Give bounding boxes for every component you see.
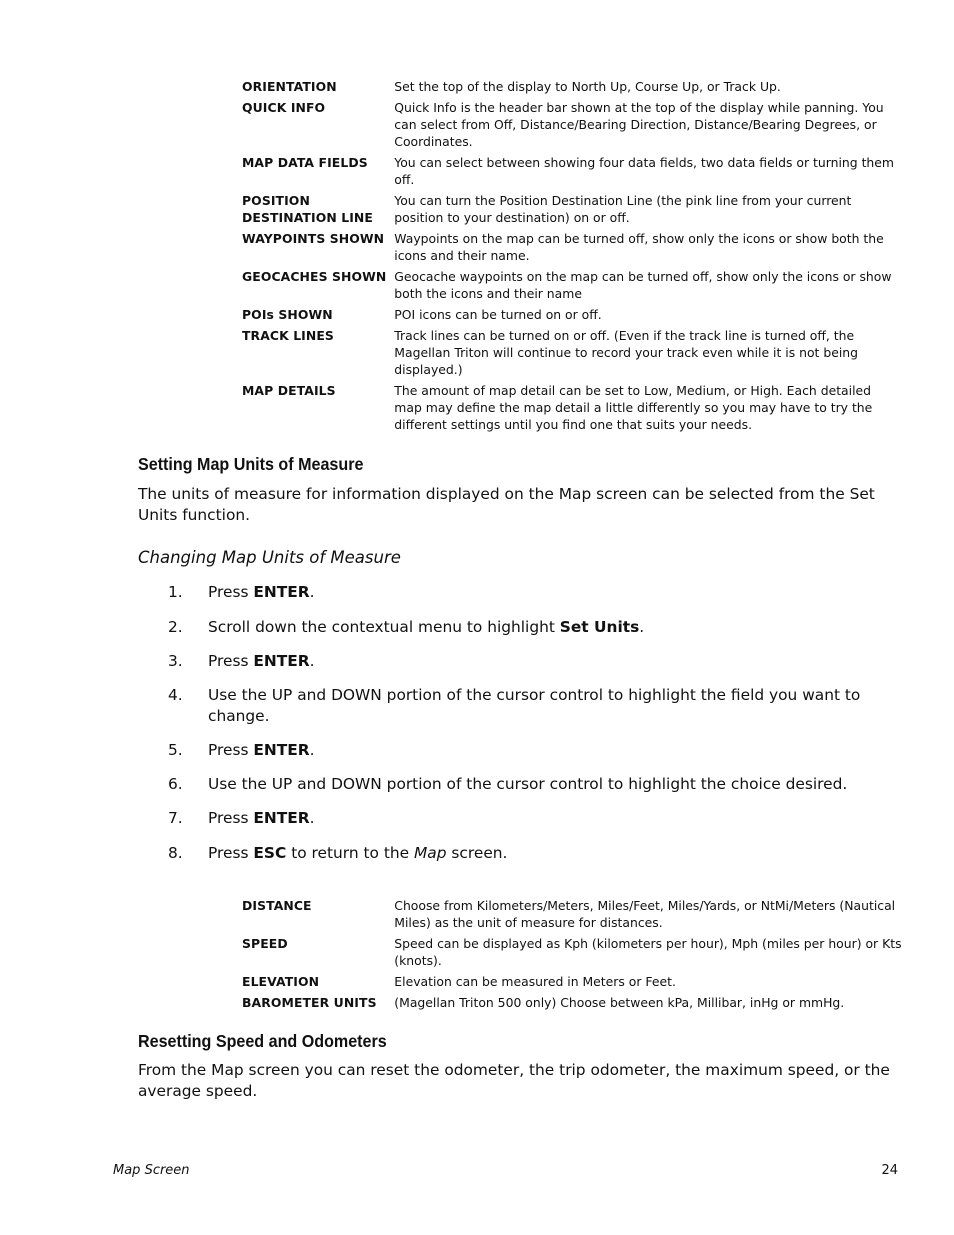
units-settings-table — [242, 897, 902, 1015]
table-row — [242, 935, 902, 973]
step-text: Scroll down the contextual menu to highlight — [208, 618, 560, 636]
step-text: Press — [208, 741, 254, 759]
step-text: . — [639, 618, 645, 636]
step-text: . — [309, 652, 315, 670]
table-row — [242, 994, 902, 1015]
table-row — [242, 897, 902, 935]
table-row — [242, 230, 902, 268]
setting-description: Choose from Kilometers/Meters, Miles/Feet, Miles/Yards, or NtMi/Meters (Nautical Miles) as the unit of measure for distances. — [394, 898, 896, 930]
step-text: Press — [208, 583, 254, 601]
step-item — [138, 685, 904, 727]
step-keyword: ENTER — [253, 583, 310, 601]
step-text: Press — [208, 844, 254, 862]
setting-term: TRACK LINES — [242, 328, 334, 343]
step-screen-name: Map — [414, 844, 447, 862]
step-text: to return to the — [286, 844, 414, 862]
setting-term: MAP DATA FIELDS — [242, 155, 368, 170]
step-item — [138, 617, 904, 638]
setting-description: Elevation can be measured in Meters or Feet. — [394, 974, 676, 989]
setting-description: (Magellan Triton 500 only) Choose between kPa, Millibar, inHg or mmHg. — [394, 995, 845, 1010]
setting-description: You can select between showing four data fields, two data fields or turning them off. — [394, 155, 894, 187]
setting-term: BAROMETER UNITS — [242, 995, 377, 1010]
step-keyword: ENTER — [253, 652, 310, 670]
step-number: 2. — [168, 618, 183, 636]
step-item — [138, 774, 904, 795]
units-steps-list — [138, 582, 904, 864]
step-text: . — [309, 741, 315, 759]
table-row — [242, 306, 902, 327]
step-number: 5. — [168, 741, 183, 759]
setting-term: WAYPOINTS SHOWN — [242, 231, 385, 246]
table-row — [242, 78, 902, 99]
step-item — [138, 582, 904, 603]
setting-description: Waypoints on the map can be turned off, show only the icons or show both the icons and their name. — [394, 231, 884, 263]
table-row — [242, 382, 902, 437]
step-text: Press — [208, 809, 254, 827]
table-row — [242, 154, 902, 192]
units-section-heading: Setting Map Units of Measure — [138, 454, 364, 474]
reset-section-heading: Resetting Speed and Odometers — [138, 1031, 387, 1051]
setting-term: SPEED — [242, 936, 288, 951]
setting-term: DISTANCE — [242, 898, 312, 913]
setting-description: Geocache waypoints on the map can be turned off, show only the icons or show both the icons and their name — [394, 269, 892, 301]
reset-section-body: From the Map screen you can reset the odometer, the trip odometer, the maximum speed, or the average speed. — [138, 1061, 890, 1100]
table-row — [242, 327, 902, 382]
setting-description: Track lines can be turned on or off. (Even if the track line is turned off, the Magellan Triton will continue to record your track even while it is not being displayed.) — [394, 328, 858, 377]
table-row — [242, 268, 902, 306]
step-text: Use the UP and DOWN portion of the cursor control to highlight the field you want to change. — [208, 686, 861, 725]
step-number: 4. — [168, 686, 183, 704]
footer-section-name: Map Screen — [113, 1163, 190, 1178]
setting-term: ORIENTATION — [242, 79, 337, 94]
step-number: 8. — [168, 844, 183, 862]
setting-term: GEOCACHES SHOWN — [242, 269, 387, 284]
step-item — [138, 808, 904, 829]
setting-term: ELEVATION — [242, 974, 320, 989]
step-text: . — [309, 583, 315, 601]
setting-term: QUICK INFO — [242, 100, 326, 115]
display-settings-table — [242, 78, 902, 437]
step-number: 3. — [168, 652, 183, 670]
step-number: 6. — [168, 775, 183, 793]
step-number: 1. — [168, 583, 183, 601]
step-keyword: ESC — [253, 844, 287, 862]
setting-description: Quick Info is the header bar shown at the top of the display while panning. You can select from Off, Distance/Bearing Direction, Distance/Bearing Degrees, or Coordinates. — [394, 100, 884, 149]
step-text: Press — [208, 652, 254, 670]
step-keyword: Set Units — [559, 618, 640, 636]
table-row — [242, 192, 902, 230]
setting-description: POI icons can be turned on or off. — [394, 307, 602, 322]
step-keyword: ENTER — [253, 809, 310, 827]
setting-description: Set the top of the display to North Up, Course Up, or Track Up. — [394, 79, 781, 94]
step-number: 7. — [168, 809, 183, 827]
units-section-intro: The units of measure for information displayed on the Map screen can be selected from the Set Units function. — [138, 485, 875, 524]
step-text: . — [309, 809, 315, 827]
setting-description: You can turn the Position Destination Line (the pink line from your current position to your destination) on or off. — [394, 193, 852, 225]
step-item — [138, 843, 904, 864]
footer-page-number: 24 — [881, 1163, 898, 1178]
setting-term: POIs SHOWN — [242, 307, 333, 322]
setting-description: The amount of map detail can be set to Low, Medium, or High. Each detailed map may define the map detail a little differently so you may have to try the different settings until you find one that suits your needs. — [394, 383, 873, 432]
setting-term: POSITION DESTINATION LINE — [242, 193, 373, 225]
setting-term: MAP DETAILS — [242, 383, 336, 398]
step-keyword: ENTER — [253, 741, 310, 759]
setting-description: Speed can be displayed as Kph (kilometers per hour), Mph (miles per hour) or Kts (knots). — [394, 936, 902, 968]
step-item — [138, 740, 904, 761]
step-text: Use the UP and DOWN portion of the cursor control to highlight the choice desired. — [208, 775, 848, 793]
step-item — [138, 651, 904, 672]
table-row — [242, 973, 902, 994]
step-text: screen. — [446, 844, 508, 862]
units-procedure-heading: Changing Map Units of Measure — [138, 548, 401, 567]
table-row — [242, 99, 902, 154]
